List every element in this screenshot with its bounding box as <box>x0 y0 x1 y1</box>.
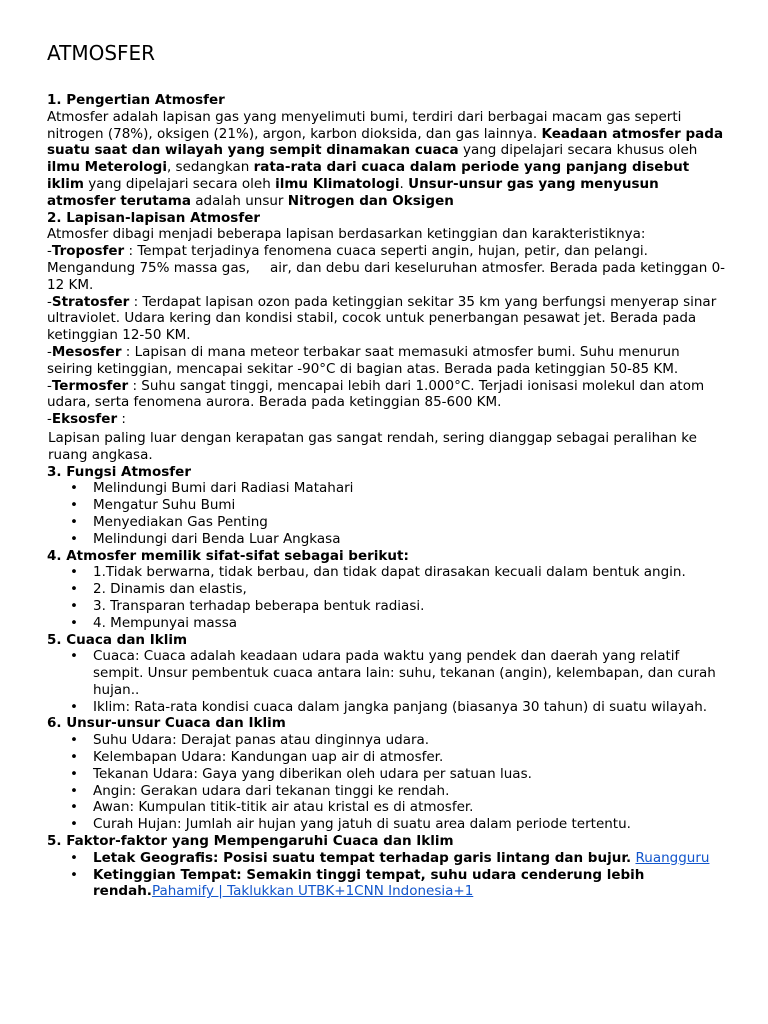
text-run: Atmosfer adalah lapisan gas yang menyelimuti bumi, terdiri dari berbagai macam gas seperti nitrogen (78%), oksigen (21%), argon, karbon dioksida, dan gas lainnya. <box>47 108 682 142</box>
layer-name: Mesosfer <box>51 343 122 360</box>
unsur-list <box>47 732 727 833</box>
list-item: • Suhu Udara: Derajat panas atau dinginnya udara. <box>93 732 727 749</box>
layer-name: Eksosfer <box>51 411 118 428</box>
source-link-ruangguru[interactable]: Ruangguru <box>635 849 710 866</box>
source-link-pahamify[interactable]: Pahamify | Taklukkan UTBK+1CNN Indonesia+1 <box>151 883 474 900</box>
layer-stratosfer: -Stratosfer : Terdapat lapisan ozon pada ketinggian sekitar 35 km yang berfungsi menyerap sinar ultraviolet. Udara kering dan kondisi stabil, cocok untuk penerbangan pesawat jet. Berada pada ketinggian 12-50 KM. <box>47 293 717 344</box>
fungsi-list <box>47 480 727 547</box>
list-item <box>93 850 727 867</box>
list-item: • Tekanan Udara: Gaya yang diberikan oleh udara per satuan luas. <box>93 766 727 783</box>
layer-text: air, dan debu dari keseluruhan atmosfer. Berada pada ketinggan 0-12 KM. <box>47 259 726 293</box>
text-run: . <box>399 175 409 192</box>
document-page <box>47 40 727 900</box>
bold-run: rata-rata dari cuaca dalam periode yang panjang disebut iklim <box>47 159 690 192</box>
list-item <box>93 867 727 901</box>
list-item: • 1.Tidak berwarna, tidak berbau, dan tidak dapat dirasakan kecuali dalam bentuk angin. <box>93 564 727 581</box>
section-2-heading: 2. Lapisan-lapisan Atmosfer <box>47 209 261 226</box>
text-run: yang dipelajari secara oleh <box>83 175 276 192</box>
layer-text: : Lapisan di mana meteor terbakar saat memasuki atmosfer bumi. Suhu menurun seiring ketinggian, mencapai sekitar -90°C di bagian atas. Berada pada ketinggian 50-85 KM. <box>47 343 680 377</box>
layer-text: : Terdapat lapisan ozon pada ketinggian sekitar 35 km yang berfungsi menyerap sinar ultraviolet. Udara kering dan kondisi stabil, cocok untuk penerbangan pesawat jet. Berada pada ketinggian 12-50 KM. <box>47 293 717 344</box>
list-item: • Melindungi Bumi dari Radiasi Matahari <box>93 480 727 497</box>
bold-run: Keadaan atmosfer pada suatu saat dan wilayah yang sempit dinamakan cuaca <box>47 125 724 159</box>
layer-text: : Tempat terjadinya fenomena cuaca seperti angin, hujan, petir, dan pelangi. Mengandung 75% massa gas, <box>47 243 648 276</box>
faktor-text: Letak Geografis: Posisi suatu tempat terhadap garis lintang dan bujur. <box>93 849 632 866</box>
layer-eksosfer: -Eksosfer : <box>47 411 126 428</box>
bold-run: ilmu Meterologi <box>47 159 167 176</box>
layer-name: Troposfer <box>51 243 125 260</box>
section-4-heading: 4. Atmosfer memilik sifat-sifat sebagai berikut: <box>47 547 409 564</box>
section-6-heading: 6. Unsur-unsur Cuaca dan Iklim <box>47 715 286 732</box>
text-run: adalah unsur <box>190 192 288 209</box>
bold-run: Unsur-unsur gas yang menyusun atmosfer terutama <box>47 175 659 209</box>
bold-run: ilmu Klimatologi <box>275 175 400 192</box>
faktor-text: Ketinggian Tempat: Semakin tinggi tempat, suhu udara cenderung lebih rendah. <box>93 866 645 900</box>
layer-name: Termosfer <box>51 377 129 394</box>
document-title: ATMOSFER <box>47 41 156 65</box>
section-1-heading: 1. Pengertian Atmosfer <box>47 92 225 108</box>
list-item: • 2. Dinamis dan elastis, <box>93 581 727 598</box>
list-item: • Kelembapan Udara: Kandungan uap air di atmosfer. <box>93 749 727 766</box>
layer-mesosfer: -Mesosfer : Lapisan di mana meteor terbakar saat memasuki atmosfer bumi. Suhu menurun seiring ketinggian, mencapai sekitar -90°C di bagian atas. Berada pada ketinggian 50-85 KM. <box>47 343 680 377</box>
section-5-heading: 5. Cuaca dan Iklim <box>47 631 188 648</box>
list-item: • 3. Transparan terhadap beberapa bentuk radiasi. <box>93 598 727 615</box>
section-1-paragraph <box>47 109 727 210</box>
list-item: • Cuaca: Cuaca adalah keadaan udara pada waktu yang pendek dan daerah yang relatif sempit. Unsur pembentuk cuaca antara lain: suhu, tekanan (angin), kelembapan, dan curah hujan.. <box>93 648 727 698</box>
faktor-list <box>47 850 727 900</box>
layer-name: Stratosfer <box>51 293 130 310</box>
list-item: • Curah Hujan: Jumlah air hujan yang jatuh di suatu area dalam periode tertentu. <box>93 816 727 833</box>
text-run: yang dipelajari secara khusus oleh <box>458 142 698 159</box>
cuaca-iklim-list <box>47 648 727 715</box>
list-item: • Angin: Gerakan udara dari tekanan tinggi ke rendah. <box>93 783 727 800</box>
sifat-list <box>47 564 727 631</box>
bold-run: Nitrogen dan Oksigen <box>287 192 454 209</box>
list-item: • Awan: Kumpulan titik-titik air atau kristal es di atmosfer. <box>93 799 727 816</box>
list-item: • Melindungi dari Benda Luar Angkasa <box>93 531 727 548</box>
list-item: • Menyediakan Gas Penting <box>93 514 727 531</box>
section-3-heading: 3. Fungsi Atmosfer <box>47 463 191 480</box>
list-item: • 4. Mempunyai massa <box>93 615 727 632</box>
eksosfer-description: Lapisan paling luar dengan kerapatan gas sangat rendah, sering dianggap sebagai peralihan ke ruang angkasa. <box>48 429 697 463</box>
list-item: • Iklim: Rata-rata kondisi cuaca dalam jangka panjang (biasanya 30 tahun) di suatu wilayah. <box>93 699 727 716</box>
section-2-intro: Atmosfer dibagi menjadi beberapa lapisan berdasarkan ketinggian dan karakteristiknya: <box>47 226 646 243</box>
section-7-heading: 5. Faktor-faktor yang Mempengaruhi Cuaca dan Iklim <box>47 833 454 850</box>
list-item: • Mengatur Suhu Bumi <box>93 497 727 514</box>
text-run: , sedangkan <box>166 159 254 176</box>
layer-termosfer: -Termosfer : Suhu sangat tinggi, mencapai lebih dari 1.000°C. Terjadi ionisasi molekul dan atom udara, serta fenomena aurora. Berada pada ketinggian 85-600 KM. <box>47 377 705 411</box>
layer-text: : <box>117 411 126 428</box>
layer-troposfer: -Troposfer : Tempat terjadinya fenomena cuaca seperti angin, hujan, petir, dan pelangi. Mengandung 75% massa gas, air, dan debu dari keseluruhan atmosfer. Berada pada ketinggan 0-12 KM. <box>47 243 726 293</box>
layer-text: : Suhu sangat tinggi, mencapai lebih dari 1.000°C. Terjadi ionisasi molekul dan atom udara, serta fenomena aurora. Berada pada ketinggian 85-600 KM. <box>47 377 705 411</box>
